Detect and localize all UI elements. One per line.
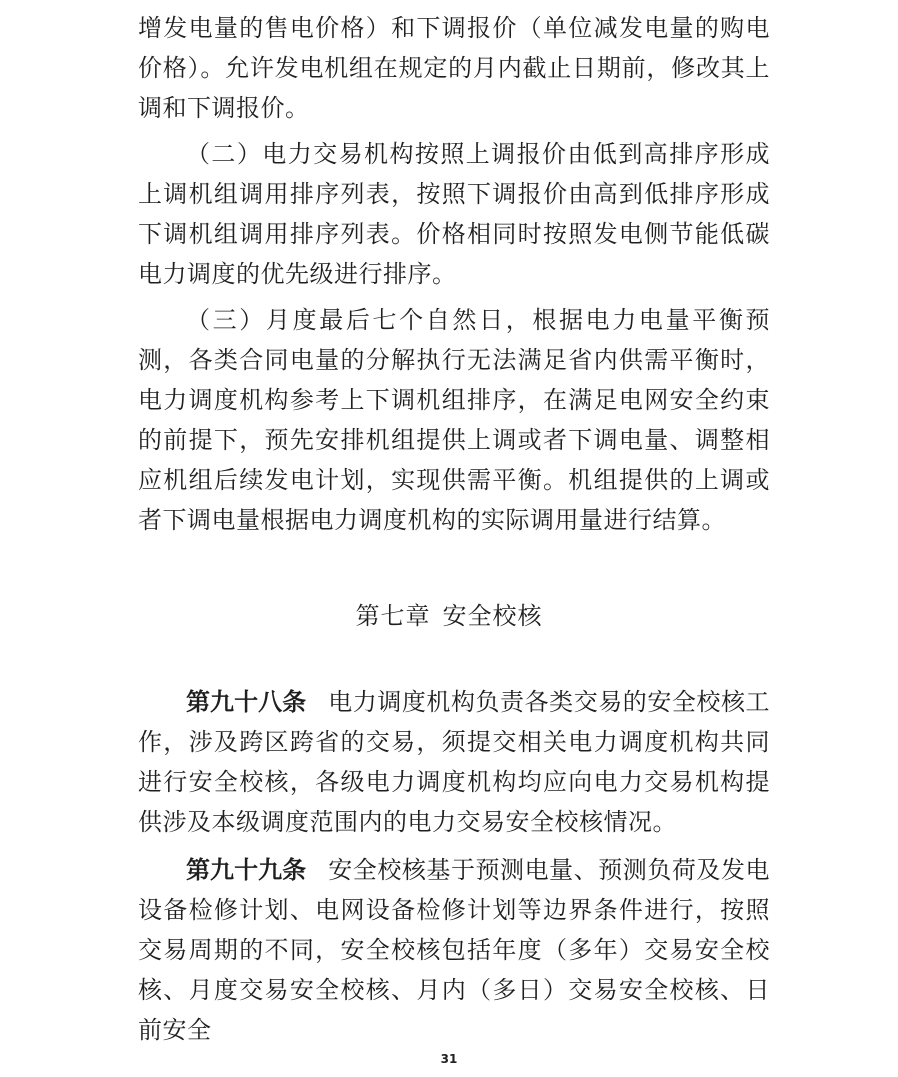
article-99-text: 安全校核基于预测电量、预测负荷及发电设备检修计划、电网设备检修计划等边界条件进行，按照交易周期的不同，安全校核包括年度（多年）交易安全校核、月度交易安全校核、月内（多日）交易安全校核、日前安全 [138, 856, 771, 1044]
page-number: 31 [440, 1052, 458, 1066]
article-99 [138, 850, 770, 1050]
article-99-heading: 第九十九条 [186, 856, 307, 884]
paragraph-quotation-continued: 增发电量的售电价格）和下调报价（单位减发电量的购电价格）。允许发电机组在规定的月内截止日期前，修改其上调和下调报价。 [138, 14, 770, 122]
article-98-text: 电力调度机构负责各类交易的安全校核工作，涉及跨区跨省的交易，须提交相关电力调度机构共同进行安全校核，各级电力调度机构均应向电力交易机构提供涉及本级调度范围内的电力交易安全校核情况。 [138, 688, 771, 836]
chapter-title: 安全校核 [442, 602, 543, 630]
chapter-number: 第七章 [355, 602, 431, 630]
paragraph-item-2: （二）电力交易机构按照上调报价由低到高排序形成上调机组调用排序列表，按照下调报价由高到低排序形成下调机组调用排序列表。价格相同时按照发电侧节能低碳电力调度的优先级进行排序。 [138, 140, 770, 288]
article-98-heading: 第九十八条 [186, 688, 307, 716]
chapter-heading [0, 598, 898, 634]
paragraph-item-3: （三）月度最后七个自然日，根据电力电量平衡预测，各类合同电量的分解执行无法满足省内供需平衡时，电力调度机构参考上下调机组排序，在满足电网安全约束的前提下，预先安排机组提供上调或者下调电量、调整相应机组后续发电计划，实现供需平衡。机组提供的上调或者下调电量根据电力调度机构的实际调用量进行结算。 [138, 306, 770, 534]
article-98 [138, 682, 770, 842]
